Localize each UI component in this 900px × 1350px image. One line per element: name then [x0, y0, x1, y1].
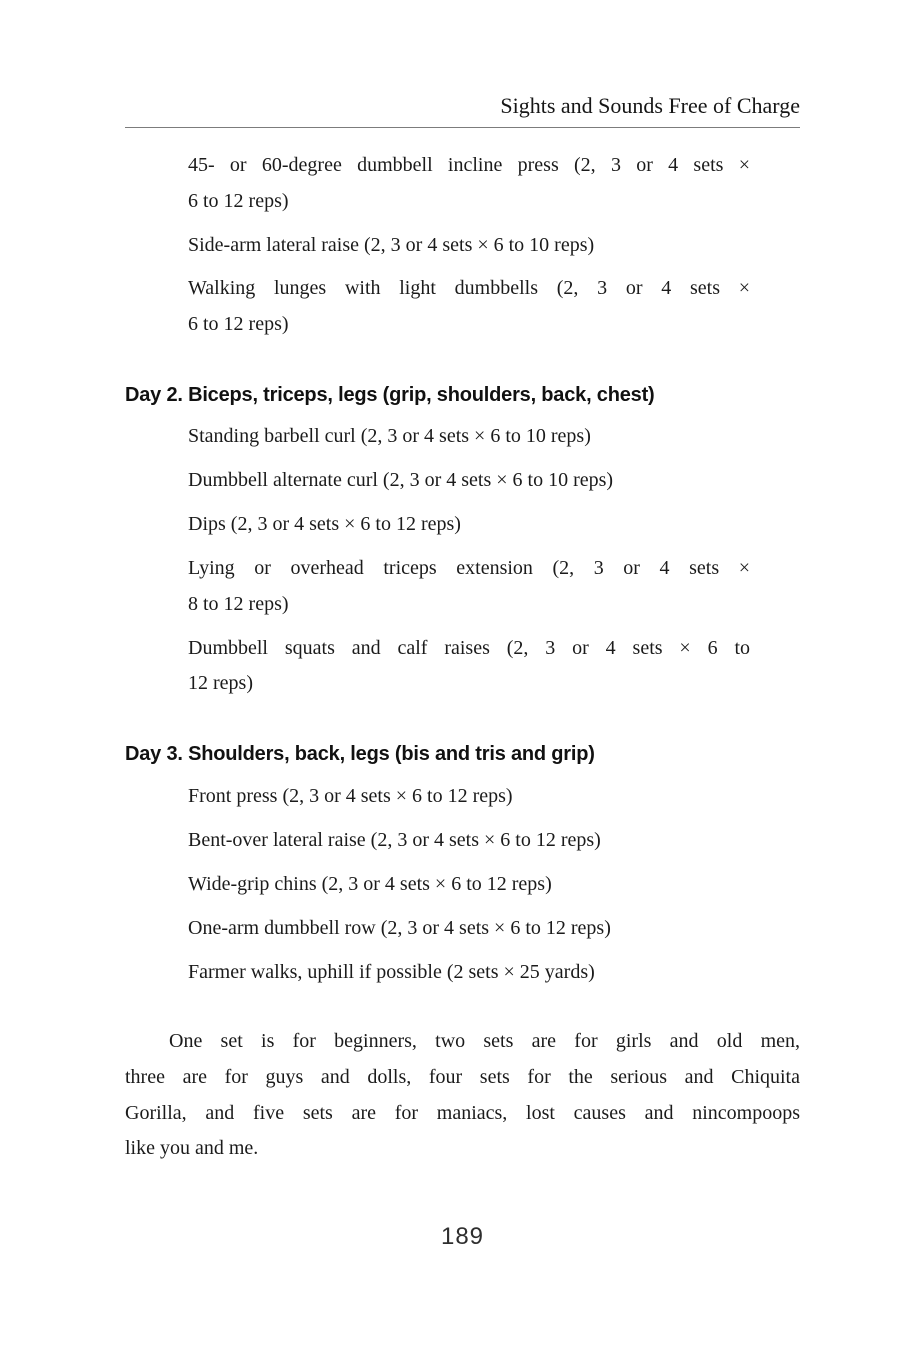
- exercise-line-continuation: 6 to 12 reps): [188, 313, 289, 335]
- exercise-line-continuation: 8 to 12 reps): [188, 593, 289, 615]
- exercise-line: Dumbbell alternate curl (2, 3 or 4 sets × 6 to 10 reps): [188, 469, 614, 491]
- exercise-line: Dips (2, 3 or 4 sets × 6 to 12 reps): [188, 513, 461, 535]
- exercise-line: Lying or overhead triceps extension (2, 3 or 4 sets ×: [188, 557, 750, 579]
- exercise-line: Bent-over lateral raise (2, 3 or 4 sets × 6 to 12 reps): [188, 829, 601, 851]
- exercise-line: Standing barbell curl (2, 3 or 4 sets × 6 to 10 reps): [188, 425, 591, 447]
- closing-paragraph-line: One set is for beginners, two sets are for girls and old men,: [169, 1030, 800, 1052]
- exercise-line: Walking lunges with light dumbbells (2, 3 or 4 sets ×: [188, 277, 750, 299]
- closing-paragraph-line: Gorilla, and five sets are for maniacs, lost causes and nincompoops: [125, 1102, 800, 1124]
- exercise-line: Wide-grip chins (2, 3 or 4 sets × 6 to 12 reps): [188, 873, 552, 895]
- day-2-heading: Day 2. Biceps, triceps, legs (grip, shoulders, back, chest): [125, 384, 655, 406]
- exercise-line: One-arm dumbbell row (2, 3 or 4 sets × 6 to 12 reps): [188, 917, 611, 939]
- exercise-line: Side-arm lateral raise (2, 3 or 4 sets × 6 to 10 reps): [188, 234, 595, 256]
- exercise-line-continuation: 12 reps): [188, 672, 253, 694]
- closing-paragraph-line: like you and me.: [125, 1137, 259, 1159]
- page-number: 189: [440, 1223, 485, 1250]
- exercise-line: Front press (2, 3 or 4 sets × 6 to 12 reps): [188, 785, 513, 807]
- exercise-line: Dumbbell squats and calf raises (2, 3 or 4 sets × 6 to: [188, 637, 750, 659]
- exercise-line: Farmer walks, uphill if possible (2 sets × 25 yards): [188, 961, 595, 983]
- day-3-heading: Day 3. Shoulders, back, legs (bis and tris and grip): [125, 743, 595, 765]
- exercise-line-continuation: 6 to 12 reps): [188, 190, 289, 212]
- closing-paragraph-line: three are for guys and dolls, four sets for the serious and Chiquita: [125, 1066, 800, 1088]
- exercise-line: 45- or 60-degree dumbbell incline press (2, 3 or 4 sets ×: [188, 154, 750, 176]
- header-rule: [125, 127, 800, 128]
- running-header-title: Sights and Sounds Free of Charge: [500, 93, 800, 118]
